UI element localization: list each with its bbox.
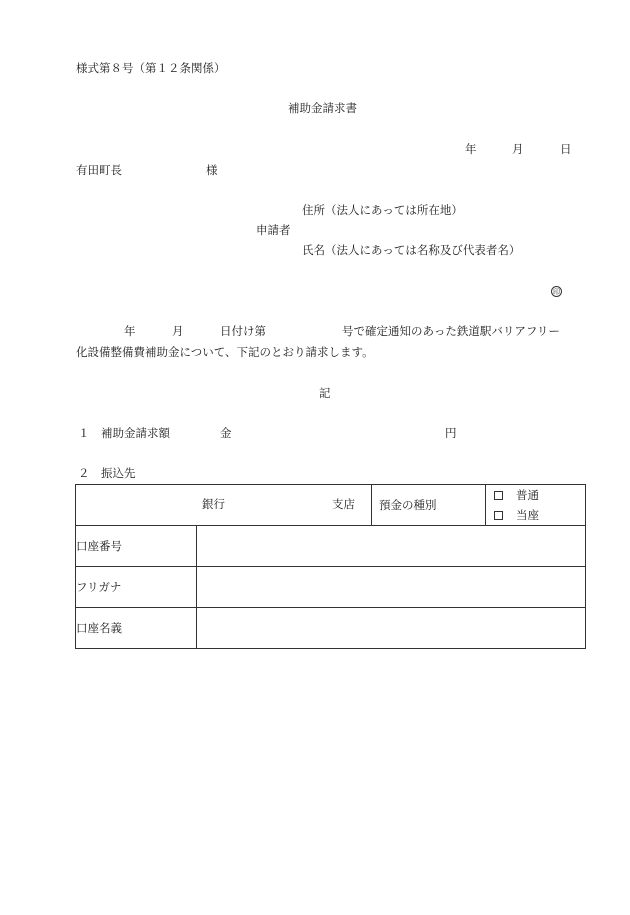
- body-month: 月: [172, 324, 184, 338]
- deposit-type-cell: [372, 485, 486, 526]
- applicant-name-label: 氏名（法人にあっては名称及び代表者名）: [302, 243, 521, 257]
- item2-number: ２: [78, 466, 90, 480]
- item1-number: １: [78, 426, 90, 440]
- deposit-type-label: 預金の種別: [379, 498, 437, 512]
- applicant-address-label: 住所（法人にあっては所在地）: [302, 203, 463, 217]
- date-year: 年: [465, 142, 477, 156]
- checkbox-toza[interactable]: [486, 505, 585, 525]
- account-holder-row: [76, 608, 586, 649]
- page-title: 補助金請求書: [288, 101, 357, 115]
- addressee-name: 有田町長: [76, 163, 122, 177]
- furigana-field[interactable]: [197, 567, 586, 608]
- body-dated-no: 日付け第: [220, 324, 266, 338]
- bank-branch-cell: [76, 485, 372, 526]
- option-toza-label: 当座: [516, 508, 539, 522]
- item1-label: 補助金請求額: [101, 426, 170, 440]
- body-line1-rest: 号で確定通知のあった鉄道駅バリアフリー: [342, 324, 560, 338]
- furigana-row: [76, 567, 586, 608]
- account-number-label: 口座番号: [76, 526, 197, 567]
- applicant-label: 申請者: [256, 223, 291, 237]
- bank-header-row: [76, 485, 586, 526]
- date-month: 月: [512, 142, 524, 156]
- item2-label: 振込先: [101, 466, 136, 480]
- branch-label: 支店: [332, 497, 355, 511]
- checkbox-icon[interactable]: [494, 491, 503, 500]
- seal-mark: 印: [553, 288, 560, 296]
- bank-table: [75, 484, 586, 649]
- account-holder-label: 口座名義: [76, 608, 197, 649]
- body-line2: 化設備整備費補助金について、下記のとおり請求します。: [76, 345, 374, 359]
- date-day: 日: [560, 142, 572, 156]
- form-number: 様式第８号（第１２条関係）: [76, 61, 226, 75]
- ki-heading: 記: [319, 386, 331, 400]
- account-number-row: [76, 526, 586, 567]
- checkbox-futsu[interactable]: [486, 485, 585, 505]
- deposit-options-cell: [486, 485, 586, 526]
- account-number-field[interactable]: [197, 526, 586, 567]
- item1-yen: 円: [445, 426, 457, 440]
- addressee-honorific: 様: [206, 163, 218, 177]
- furigana-label: フリガナ: [76, 567, 197, 608]
- account-holder-field[interactable]: [197, 608, 586, 649]
- bank-label: 銀行: [202, 497, 225, 511]
- checkbox-icon[interactable]: [494, 511, 503, 520]
- item1-kin: 金: [220, 426, 232, 440]
- option-futsu-label: 普通: [516, 488, 539, 502]
- body-year: 年: [124, 324, 136, 338]
